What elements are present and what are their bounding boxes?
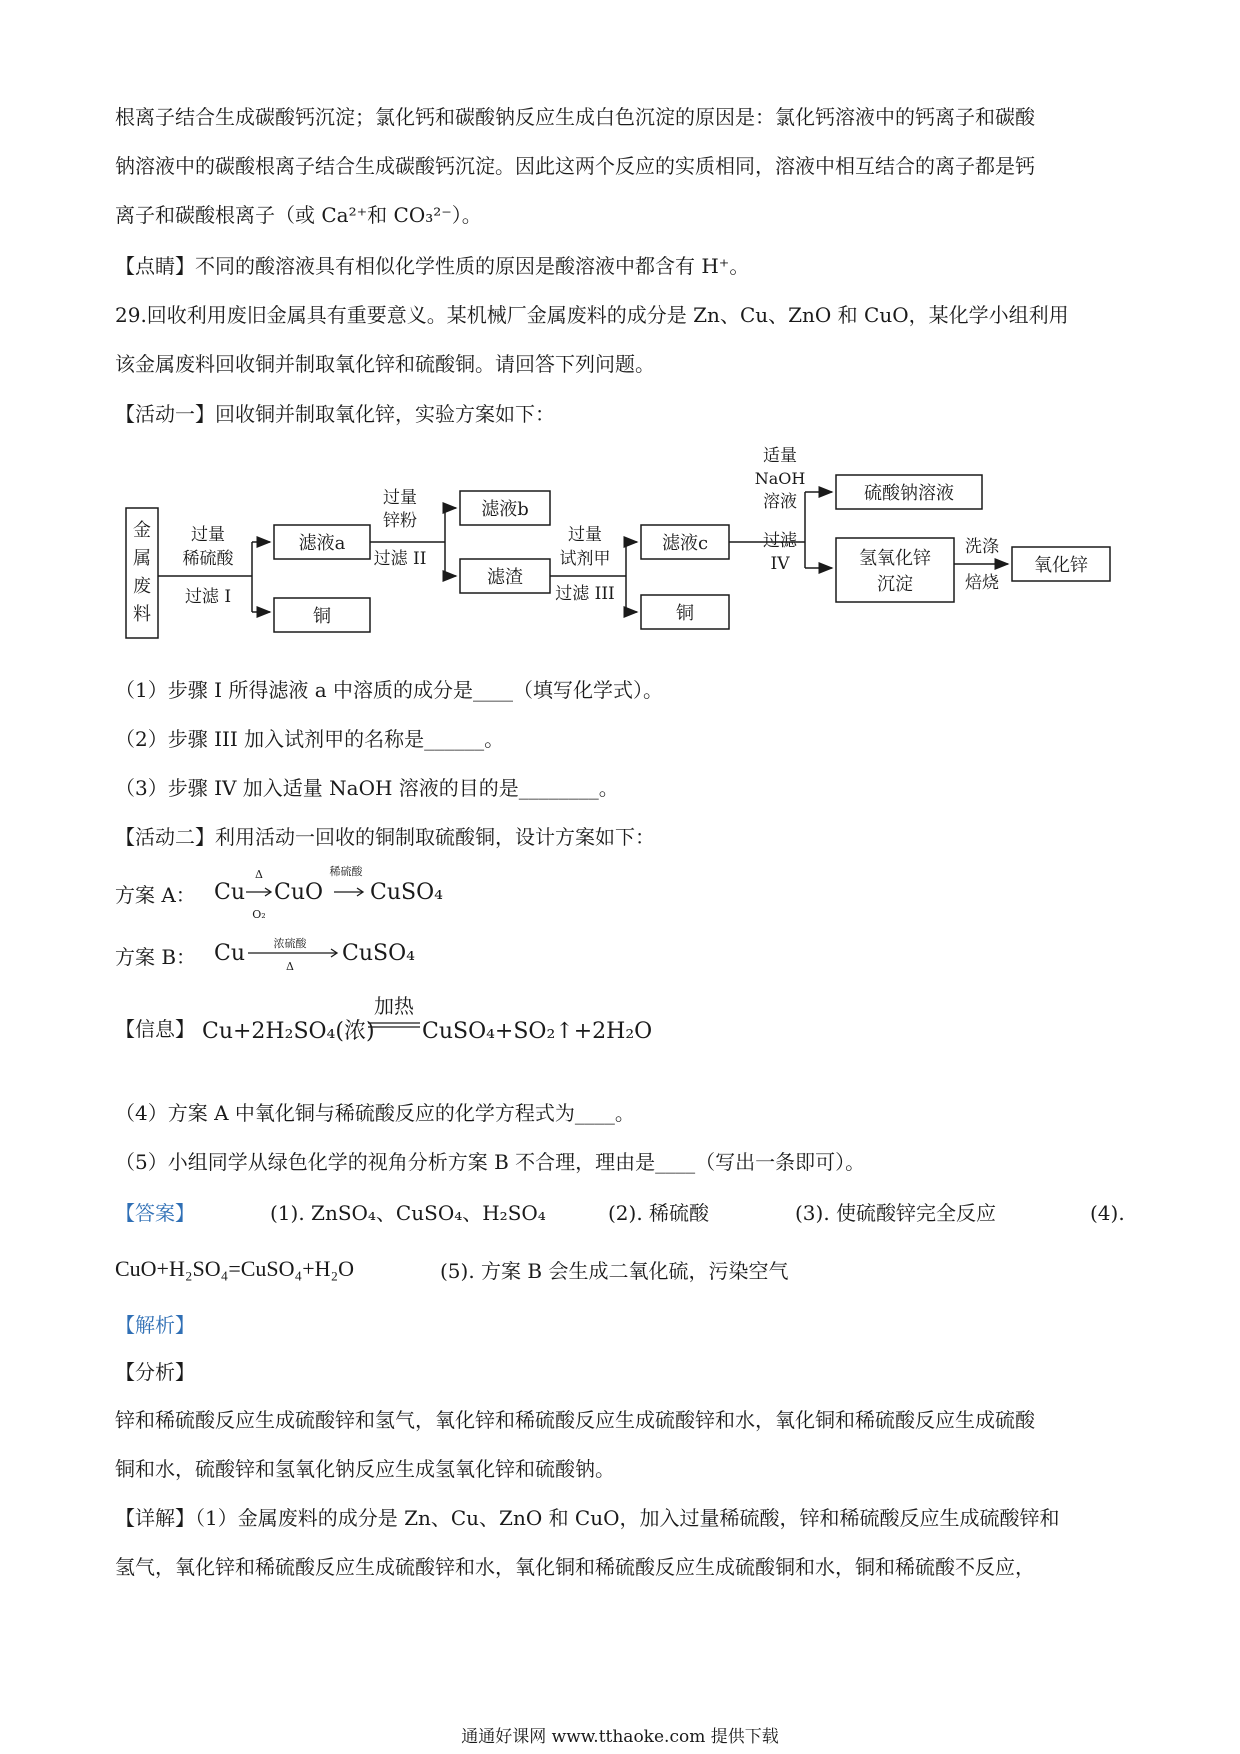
metal-waste-label xyxy=(133,520,151,625)
plan-b-equation xyxy=(210,926,440,982)
reagent-1-amount: 过量 xyxy=(191,525,225,545)
step-5-roast: 焙烧 xyxy=(965,573,999,593)
answer-4-equation: CuO+H₂SO₄=CuSO₄+H₂O xyxy=(115,1256,355,1281)
question-4: （4）方案 A 中氧化铜与稀硫酸反应的化学方程式为____。 xyxy=(115,1101,635,1125)
info-label: 【信息】 xyxy=(115,1017,195,1041)
analysis-label: 【解析】 xyxy=(115,1313,195,1337)
step-5-wash: 洗涤 xyxy=(965,537,999,557)
svg-text:O₂: O₂ xyxy=(252,908,266,921)
detail-paragraph: 氢气，氧化锌和稀硫酸反应生成硫酸锌和水，氧化铜和稀硫酸反应生成硫酸铜和水，铜和稀硫酸不反应， xyxy=(115,1555,1035,1579)
reagent-4-solution: 溶液 xyxy=(763,492,797,512)
question-1: （1）步骤 I 所得滤液 a 中溶质的成分是____（填写化学式）。 xyxy=(115,678,663,702)
svg-text:CuSO₄: CuSO₄ xyxy=(342,941,415,966)
plan-a-equation xyxy=(210,862,470,922)
step-3-label: 过滤 III xyxy=(555,584,615,604)
filtrate-b-label: 滤液b xyxy=(481,499,529,520)
svg-text:Δ: Δ xyxy=(286,960,294,973)
detail-paragraph: 【详解】（1）金属废料的成分是 Zn、Cu、ZnO 和 CuO，加入过量稀硫酸，锌和稀硫酸反应生成硫酸锌和 xyxy=(115,1506,1060,1530)
svg-text:CuO: CuO xyxy=(274,880,324,905)
plan-a-label: 方案 A： xyxy=(115,883,196,907)
svg-text:Δ: Δ xyxy=(255,868,263,881)
reagent-3-amount: 过量 xyxy=(568,525,602,545)
zinc-hydroxide-precipitate: 沉淀 xyxy=(877,574,913,595)
answer-label: 【答案】 xyxy=(115,1201,195,1225)
svg-text:浓硫酸: 浓硫酸 xyxy=(273,937,307,950)
svg-text:CuSO₄+SO₂↑+2H₂O: CuSO₄+SO₂↑+2H₂O xyxy=(422,1019,653,1044)
copper-1-label: 铜 xyxy=(313,606,331,627)
answer-4-number: (4). xyxy=(1090,1201,1125,1225)
svg-text:CuSO₄: CuSO₄ xyxy=(370,880,443,905)
svg-text:废: 废 xyxy=(133,576,151,597)
reagent-1-name: 稀硫酸 xyxy=(182,549,234,569)
activity-1-heading: 【活动一】回收铜并制取氧化锌，实验方案如下： xyxy=(115,402,555,426)
svg-text:加热: 加热 xyxy=(374,994,414,1018)
info-equation xyxy=(200,990,680,1050)
svg-text:Cu: Cu xyxy=(214,941,246,966)
step-4-label: 过滤 xyxy=(763,531,797,551)
reagent-4-name: NaOH xyxy=(754,469,806,488)
answer-1: (1). ZnSO₄、CuSO₄、H₂SO₄ xyxy=(270,1201,546,1225)
question-29-stem: 该金属废料回收铜并制取氧化锌和硫酸铜。请回答下列问题。 xyxy=(115,352,655,376)
question-5: （5）小组同学从绿色化学的视角分析方案 B 不合理，理由是____（写出一条即可）。 xyxy=(115,1150,866,1174)
page-footer: 通通好课网 www.tthaoke.com 提供下载 xyxy=(461,1727,779,1747)
answer-2: (2). 稀硫酸 xyxy=(608,1201,710,1225)
paragraph-line: 根离子结合生成碳酸钙沉淀；氯化钙和碳酸钠反应生成白色沉淀的原因是：氯化钙溶液中的钙离子和碳酸 xyxy=(115,105,1035,129)
question-29-stem: 29.回收利用废旧金属具有重要意义。某机械厂金属废料的成分是 Zn、Cu、ZnO 和 CuO，某化学小组利用 xyxy=(115,303,1069,327)
reagent-2-name: 锌粉 xyxy=(383,511,417,531)
svg-text:属: 属 xyxy=(133,548,151,569)
svg-text:Cu+2H₂SO₄(浓): Cu+2H₂SO₄(浓) xyxy=(202,1019,375,1044)
analysis-paragraph: 锌和稀硫酸反应生成硫酸锌和氢气，氧化锌和稀硫酸反应生成硫酸锌和水，氧化铜和稀硫酸反应生成硫酸 xyxy=(115,1408,1035,1432)
svg-text:Cu: Cu xyxy=(214,880,246,905)
step-1-label: 过滤 I xyxy=(184,587,232,607)
paragraph-line: 离子和碳酸根离子（或 Ca²⁺和 CO₃²⁻）。 xyxy=(115,203,482,227)
analysis-paragraph: 铜和水，硫酸锌和氢氧化钠反应生成氢氧化锌和硫酸钠。 xyxy=(115,1457,615,1481)
svg-text:金: 金 xyxy=(133,520,151,541)
question-2: （2）步骤 III 加入试剂甲的名称是______。 xyxy=(115,727,505,751)
answer-5: (5). 方案 B 会生成二氧化硫，污染空气 xyxy=(440,1259,789,1283)
sodium-sulfate-label: 硫酸钠溶液 xyxy=(864,483,954,504)
zinc-oxide-label: 氧化锌 xyxy=(1034,555,1088,576)
reagent-2-amount: 过量 xyxy=(383,488,417,508)
copper-2-label: 铜 xyxy=(676,603,694,624)
filtrate-a-label: 滤液a xyxy=(298,533,346,554)
filtrate-c-label: 滤液c xyxy=(661,533,709,554)
plan-b-label: 方案 B： xyxy=(115,945,197,969)
svg-text:稀硫酸: 稀硫酸 xyxy=(329,865,363,878)
analysis-sub-label: 【分析】 xyxy=(115,1360,195,1384)
zinc-hydroxide-label: 氢氧化锌 xyxy=(859,548,931,569)
svg-text:料: 料 xyxy=(133,604,151,625)
answer-3: (3). 使硫酸锌完全反应 xyxy=(795,1201,997,1225)
reagent-4-amount: 适量 xyxy=(763,446,797,466)
residue-label: 滤渣 xyxy=(487,567,523,588)
activity-2-heading: 【活动二】利用活动一回收的铜制取硫酸铜，设计方案如下： xyxy=(115,825,655,849)
question-3: （3）步骤 IV 加入适量 NaOH 溶液的目的是________。 xyxy=(115,776,619,800)
step-2-label: 过滤 II xyxy=(373,549,427,569)
reagent-3-name: 试剂甲 xyxy=(559,549,611,569)
step-4-number: IV xyxy=(770,554,790,574)
tip-line: 【点睛】不同的酸溶液具有相似化学性质的原因是酸溶液中都含有 H⁺。 xyxy=(115,254,750,278)
paragraph-line: 钠溶液中的碳酸根离子结合生成碳酸钙沉淀。因此这两个反应的实质相同，溶液中相互结合的离子都是钙 xyxy=(115,154,1035,178)
process-flowchart xyxy=(110,440,1140,655)
